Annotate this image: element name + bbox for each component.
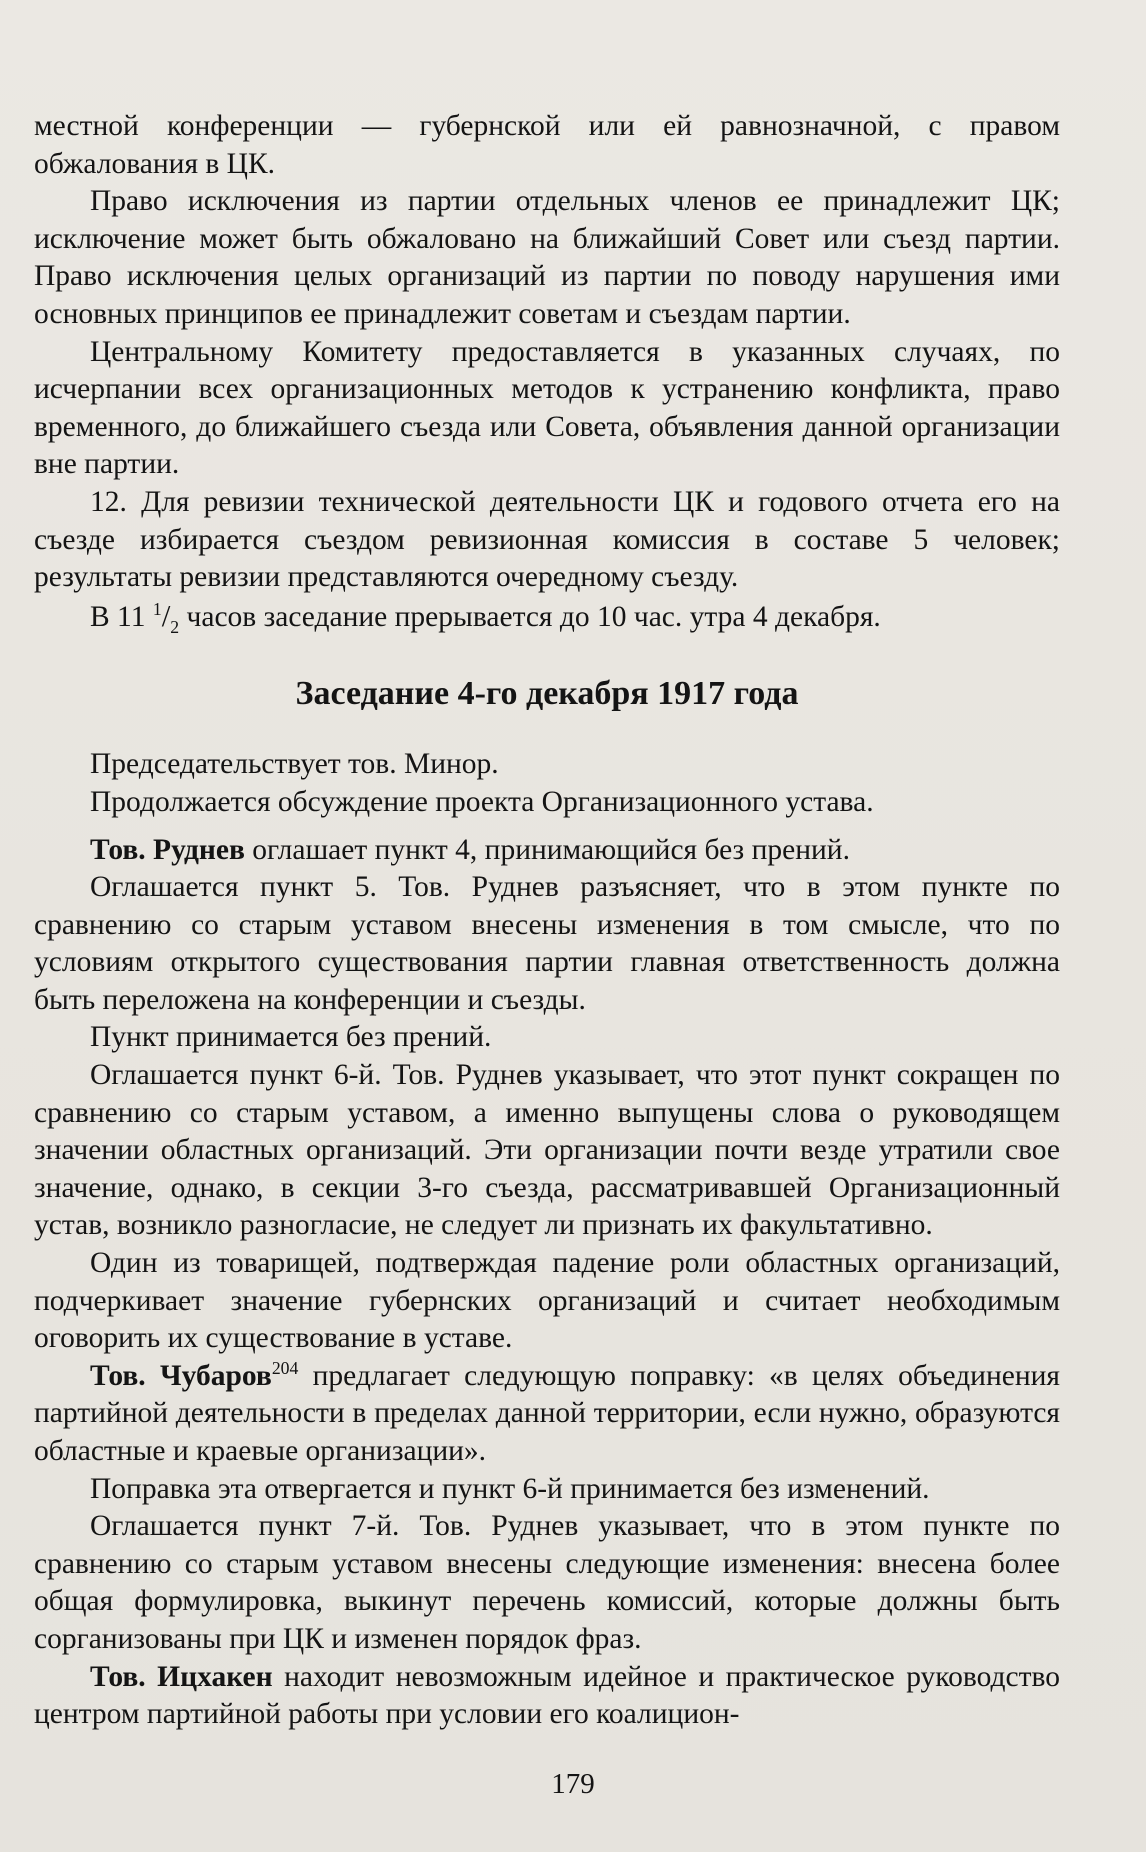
fraction-numerator: 1 <box>152 598 162 619</box>
paragraph: местной конференции — губернской или ей равнозначной, с правом обжалования в ЦК. <box>34 110 1060 180</box>
page-text <box>34 108 1060 1734</box>
paragraph: Пункт принимается без прений. <box>90 1021 492 1054</box>
page-number: 179 <box>551 1768 595 1800</box>
speaker-name: Тов. Ицхакен <box>90 1660 273 1693</box>
fraction-denominator: 2 <box>170 616 180 637</box>
paragraph <box>34 1358 1060 1471</box>
paragraph: Право исключения из партии отдельных членов ее принадлежит ЦК; исключение может быть обжаловано на ближайший Совет или съезд партии. Право исключения целых организаций из партии по поводу нарушения ими основных принципов ее принадлежит советам и съездам партии. <box>34 185 1060 330</box>
paragraph: Оглашается пункт 5. Тов. Руднев разъясняет, что в этом пункте по сравнению со старым уставом внесены изменения в том смысле, что по условиям открытого существования партии главная ответственность должна быть переложена на конференции и съезды. <box>34 871 1060 1016</box>
speaker-name: Тов. Чубаров <box>90 1359 272 1392</box>
paragraph: Продолжается обсуждение проекта Организационного устава. <box>90 785 874 818</box>
paragraph: Оглашается пункт 7-й. Тов. Руднев указывает, что в этом пункте по сравнению со старым уставом внесены следующие изменения: внесена более общая формулировка, выкинут перечень комиссий, которые должны быть сорганизованы при ЦК и изменен порядок фраз. <box>34 1510 1060 1655</box>
adjourn-text-start: В 11 <box>90 600 153 633</box>
footnote-ref: 204 <box>271 1357 299 1378</box>
paragraph <box>34 832 1060 870</box>
fraction: $^1/_2$ <box>152 597 180 637</box>
paragraph: Председательствует тов. Минор. <box>90 748 499 781</box>
paragraph: Один из товарищей, подтверждая падение роли областных организаций, подчеркивает значение губернских организаций и считает необходимым оговорить их существование в уставе. <box>34 1247 1060 1355</box>
speech-text: оглашает пункт 4, принимающийся без прений. <box>244 833 850 866</box>
adjourn-paragraph <box>34 597 1060 637</box>
speech-text: предлагает следующую поправку: «в целях объединения партийной деятельности в пределах данной территории, если нужно, образуются областные и краевые организации». <box>34 1359 1060 1467</box>
paragraph <box>34 1659 1060 1734</box>
speech-text: находит невозможным идейное и практическое руководство центром партийной работы при условии его коалицион- <box>34 1660 1060 1731</box>
adjourn-text-end: часов заседание прерывается до 10 час. утра 4 декабря. <box>179 600 881 633</box>
paragraph: Центральному Комитету предоставляется в указанных случаях, по исчерпании всех организационных методов к устранению конфликта, право временного, до ближайшего съезда или Совета, объявления данной организации вне партии. <box>34 335 1060 481</box>
speaker-name: Тов. Руднев <box>90 833 245 866</box>
session-heading: Заседание 4-го декабря 1917 года <box>295 675 799 713</box>
paragraph: Поправка эта отвергается и пункт 6-й принимается без изменений. <box>90 1472 930 1505</box>
paragraph: 12. Для ревизии технической деятельности ЦК и годового отчета его на съезде избирается съездом ревизионная комиссия в составе 5 человек; результаты ревизии представляются очередному съезду. <box>34 485 1060 594</box>
paragraph: Оглашается пункт 6-й. Тов. Руднев указывает, что этот пункт сокращен по сравнению со старым уставом, а именно выпущены слова о руководящем значении областных организаций. Эти организации почти везде утратили свое значение, однако, в секции 3-го съезда, рассматривавшей Организационный устав, возникло разногласие, не следует ли признать их факультативно. <box>34 1059 1060 1242</box>
